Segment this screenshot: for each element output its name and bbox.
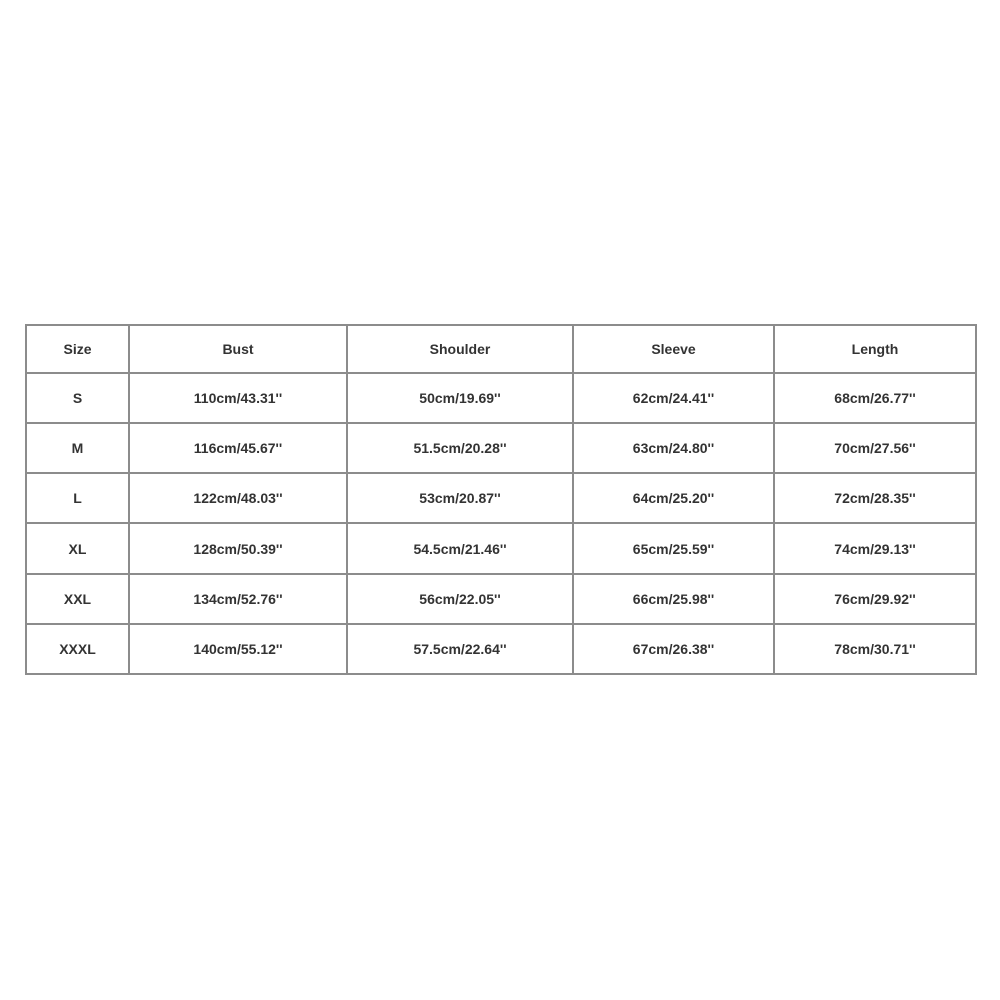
header-size: Size (26, 325, 129, 373)
cell-shoulder: 51.5cm/20.28'' (347, 423, 573, 473)
header-sleeve: Sleeve (573, 325, 774, 373)
header-shoulder: Shoulder (347, 325, 573, 373)
size-chart-table (25, 324, 977, 675)
cell-length: 68cm/26.77'' (774, 373, 976, 423)
cell-length: 72cm/28.35'' (774, 473, 976, 523)
cell-size: L (26, 473, 129, 523)
table-row (26, 624, 976, 674)
cell-size: S (26, 373, 129, 423)
cell-size: XL (26, 523, 129, 573)
cell-bust: 140cm/55.12'' (129, 624, 347, 674)
cell-bust: 110cm/43.31'' (129, 373, 347, 423)
table-row (26, 373, 976, 423)
cell-sleeve: 65cm/25.59'' (573, 523, 774, 573)
cell-shoulder: 57.5cm/22.64'' (347, 624, 573, 674)
table-row (26, 574, 976, 624)
cell-sleeve: 62cm/24.41'' (573, 373, 774, 423)
cell-bust: 122cm/48.03'' (129, 473, 347, 523)
header-length: Length (774, 325, 976, 373)
cell-bust: 128cm/50.39'' (129, 523, 347, 573)
cell-size: XXL (26, 574, 129, 624)
cell-shoulder: 50cm/19.69'' (347, 373, 573, 423)
cell-sleeve: 67cm/26.38'' (573, 624, 774, 674)
cell-length: 78cm/30.71'' (774, 624, 976, 674)
table-header-row (26, 325, 976, 373)
cell-bust: 116cm/45.67'' (129, 423, 347, 473)
table-row (26, 423, 976, 473)
header-bust: Bust (129, 325, 347, 373)
cell-shoulder: 56cm/22.05'' (347, 574, 573, 624)
cell-size: XXXL (26, 624, 129, 674)
cell-size: M (26, 423, 129, 473)
cell-shoulder: 53cm/20.87'' (347, 473, 573, 523)
cell-shoulder: 54.5cm/21.46'' (347, 523, 573, 573)
cell-sleeve: 63cm/24.80'' (573, 423, 774, 473)
table-row (26, 523, 976, 573)
cell-length: 74cm/29.13'' (774, 523, 976, 573)
cell-sleeve: 66cm/25.98'' (573, 574, 774, 624)
cell-sleeve: 64cm/25.20'' (573, 473, 774, 523)
cell-length: 70cm/27.56'' (774, 423, 976, 473)
cell-length: 76cm/29.92'' (774, 574, 976, 624)
table-row (26, 473, 976, 523)
cell-bust: 134cm/52.76'' (129, 574, 347, 624)
